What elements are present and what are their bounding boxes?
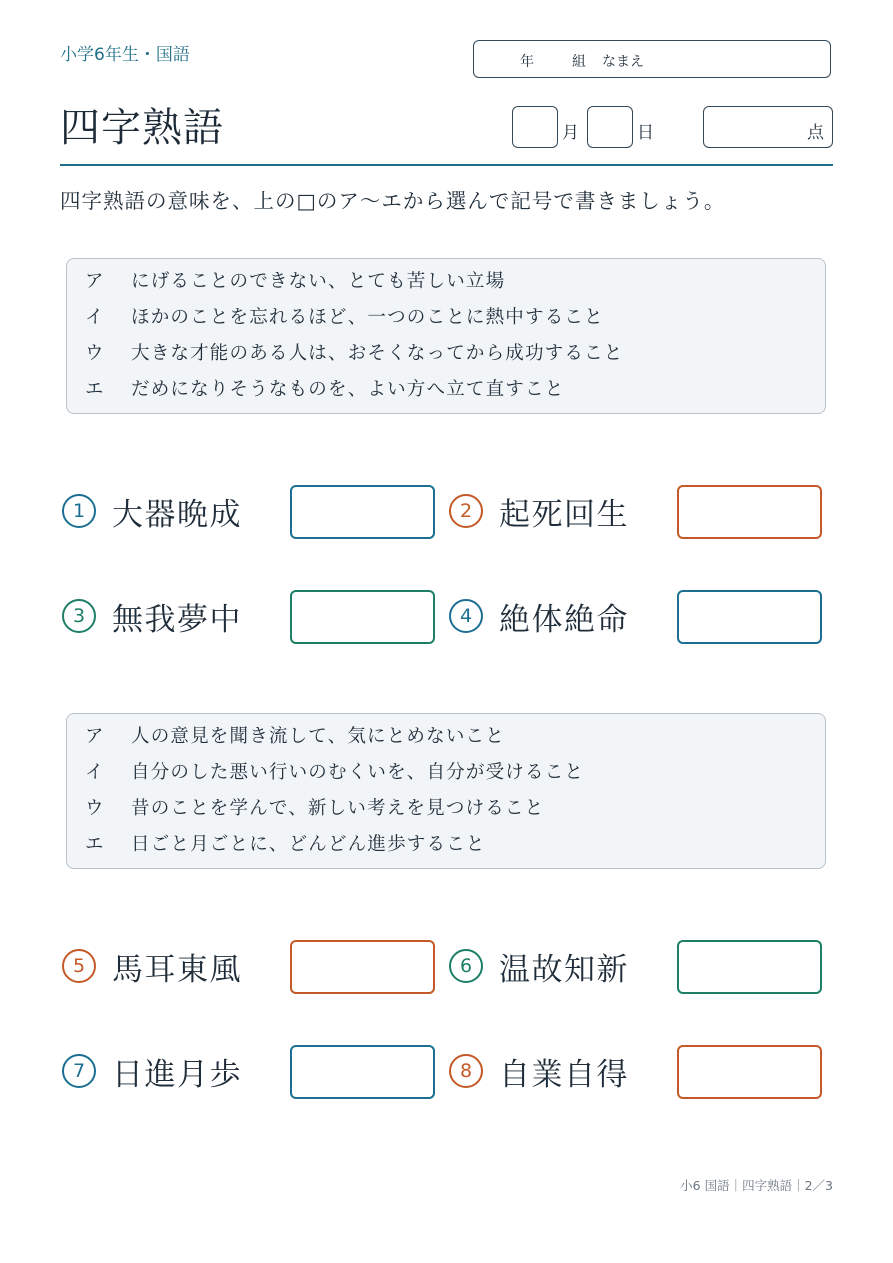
choice-text: ほかのことを忘れるほど、一つのことに熱中すること xyxy=(131,307,604,328)
score-field[interactable] xyxy=(703,106,833,148)
idiom-word: 絶体絶命 xyxy=(499,602,629,638)
choice-key: イ xyxy=(85,307,105,328)
question-number: 8 xyxy=(449,1054,483,1088)
day-field[interactable] xyxy=(587,106,633,148)
year-label: 年 xyxy=(520,54,534,70)
choices-box-1 xyxy=(66,258,826,414)
choice-text: 自分のした悪い行いのむくいを、自分が受けること xyxy=(131,762,585,783)
answer-box[interactable] xyxy=(290,940,435,994)
question-number: 7 xyxy=(62,1054,96,1088)
choice-key: エ xyxy=(85,834,105,855)
class-label: 組 xyxy=(572,54,586,70)
header-divider xyxy=(60,164,833,166)
choice-item xyxy=(85,339,624,365)
choice-item xyxy=(85,375,564,401)
idiom-word: 自業自得 xyxy=(499,1057,629,1093)
answer-box[interactable] xyxy=(677,1045,822,1099)
choice-key: ア xyxy=(85,726,105,747)
instruction-text: 四字熟語の意味を、上の□のア〜エから選んで記号で書きましょう。 xyxy=(60,189,726,213)
question-number: 1 xyxy=(62,494,96,528)
idiom-word: 無我夢中 xyxy=(112,602,242,638)
choice-text: だめになりそうなものを、よい方へ立て直すこと xyxy=(131,379,565,400)
choice-key: イ xyxy=(85,762,105,783)
choice-key: ア xyxy=(85,271,105,292)
question-number: 4 xyxy=(449,599,483,633)
idiom-word: 温故知新 xyxy=(499,952,629,988)
question-number: 2 xyxy=(449,494,483,528)
choice-text: 大きな才能のある人は、おそくなってから成功すること xyxy=(131,343,624,364)
choice-item xyxy=(85,794,544,820)
choice-item xyxy=(85,758,584,784)
answer-box[interactable] xyxy=(677,940,822,994)
choice-key: エ xyxy=(85,379,105,400)
answer-box[interactable] xyxy=(677,590,822,644)
choice-item xyxy=(85,267,505,293)
question-number: 3 xyxy=(62,599,96,633)
day-label: 日 xyxy=(637,123,654,143)
choice-item xyxy=(85,303,604,329)
idiom-word: 起死回生 xyxy=(499,497,629,533)
score-label: 点 xyxy=(807,123,824,143)
month-field[interactable] xyxy=(512,106,558,148)
choices-box-2 xyxy=(66,713,826,869)
answer-box[interactable] xyxy=(290,1045,435,1099)
choice-text: 人の意見を聞き流して、気にとめないこと xyxy=(131,726,505,747)
answer-box[interactable] xyxy=(290,485,435,539)
question-number: 6 xyxy=(449,949,483,983)
choice-item xyxy=(85,722,505,748)
answer-box[interactable] xyxy=(677,485,822,539)
idiom-word: 大器晩成 xyxy=(112,497,242,533)
name-box[interactable] xyxy=(473,40,831,78)
choice-item xyxy=(85,830,486,856)
idiom-word: 日進月歩 xyxy=(112,1057,242,1093)
choice-text: 昔のことを学んで、新しい考えを見つけること xyxy=(131,798,545,819)
month-label: 月 xyxy=(562,123,579,143)
idiom-word: 馬耳東風 xyxy=(112,952,242,988)
answer-box[interactable] xyxy=(290,590,435,644)
name-label: なまえ xyxy=(602,54,644,70)
page-title: 四字熟語 xyxy=(60,105,224,151)
choice-text: 日ごと月ごとに、どんどん進歩すること xyxy=(131,834,486,855)
question-number: 5 xyxy=(62,949,96,983)
choice-key: ウ xyxy=(85,798,105,819)
grade-subject-label: 小学6年生・国語 xyxy=(60,45,190,65)
choice-text: にげることのできない、とても苦しい立場 xyxy=(131,271,506,292)
page-footer: 小6 国語｜四字熟語｜2／3 xyxy=(680,1178,833,1193)
choice-key: ウ xyxy=(85,343,105,364)
